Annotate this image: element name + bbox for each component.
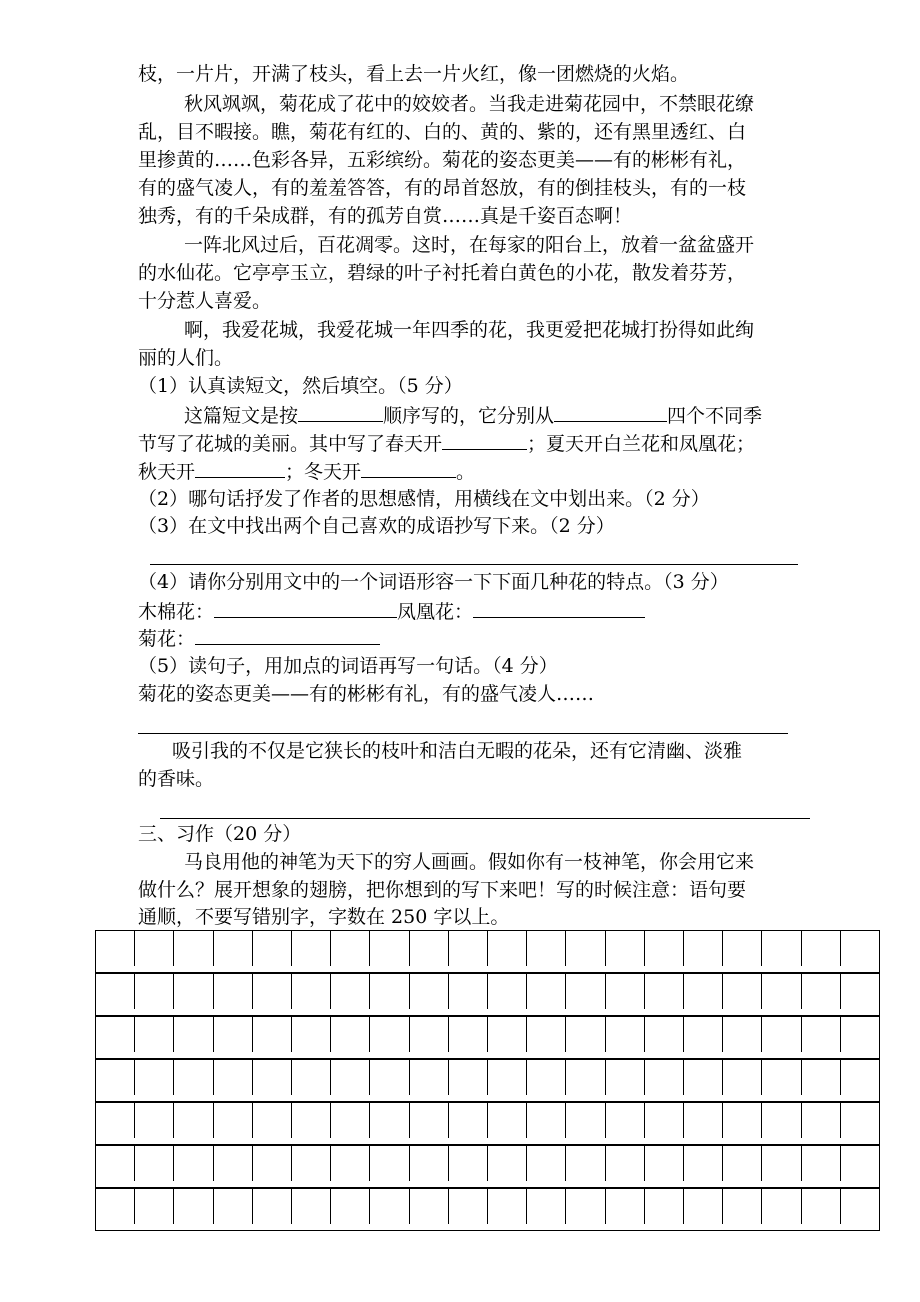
grid-cell[interactable] xyxy=(253,1188,292,1224)
grid-cell[interactable] xyxy=(488,973,527,1009)
grid-cell[interactable] xyxy=(841,1102,880,1138)
grid-cell[interactable] xyxy=(292,1059,331,1095)
grid-cell[interactable] xyxy=(449,930,488,966)
grid-row xyxy=(95,1016,880,1052)
grid-cell[interactable] xyxy=(410,1059,449,1095)
passage-paragraph-2-line: 里掺黄的……色彩各异，五彩缤纷。菊花的姿态更美——有的彬彬有礼， xyxy=(138,149,747,171)
grid-cell[interactable] xyxy=(802,973,841,1009)
grid-cell[interactable] xyxy=(370,1145,409,1181)
grid-cell[interactable] xyxy=(95,930,135,966)
passage-paragraph-2-line: 乱，目不暇接。瞧，菊花有红的、白的、黄的、紫的，还有黑里透红、白 xyxy=(138,121,747,143)
composition-writing-grid[interactable] xyxy=(95,930,880,1232)
passage-paragraph-2-line: 有的盛气凌人，有的羞羞答答，有的昂首怒放，有的倒挂枝头，有的一枝 xyxy=(138,177,747,199)
grid-cell[interactable] xyxy=(762,1145,801,1181)
question-1-title: （1）认真读短文，然后填空。（5 分） xyxy=(138,375,463,397)
grid-cell[interactable] xyxy=(527,1145,566,1181)
grid-cell[interactable] xyxy=(214,1016,253,1052)
grid-cell[interactable] xyxy=(684,973,723,1009)
grid-cell[interactable] xyxy=(606,1016,645,1052)
composition-prompt-line: 做什么？展开想象的翅膀，把你想到的写下来吧！写的时候注意：语句要 xyxy=(138,879,747,901)
grid-cell[interactable] xyxy=(370,1102,409,1138)
grid-cell[interactable] xyxy=(135,1145,174,1181)
grid-cell[interactable] xyxy=(292,930,331,966)
grid-cell[interactable] xyxy=(723,1102,762,1138)
q1-text: 四个不同季 xyxy=(667,405,763,427)
grid-cell[interactable] xyxy=(174,1102,213,1138)
grid-cell[interactable] xyxy=(174,930,213,966)
grid-cell[interactable] xyxy=(253,1016,292,1052)
q1-blank-seasons[interactable] xyxy=(554,401,667,422)
passage-paragraph-4-line: 啊，我爱花城，我爱花城一年四季的花，我更爱把花城打扮得如此绚 xyxy=(184,319,755,341)
passage-paragraph-3-line: 十分惹人喜爱。 xyxy=(138,290,272,312)
grid-cell[interactable] xyxy=(292,1016,331,1052)
grid-cell[interactable] xyxy=(174,1188,213,1224)
q1-blank-spring[interactable] xyxy=(442,429,527,450)
grid-cell[interactable] xyxy=(292,1145,331,1181)
grid-cell[interactable] xyxy=(606,1188,645,1224)
question-1-line-1 xyxy=(184,401,762,430)
grid-cell[interactable] xyxy=(723,1059,762,1095)
grid-cell[interactable] xyxy=(95,1188,135,1224)
passage-paragraph-4-line: 丽的人们。 xyxy=(138,347,234,369)
grid-cell[interactable] xyxy=(292,1188,331,1224)
grid-cell[interactable] xyxy=(253,1145,292,1181)
q1-text: 。 xyxy=(456,461,476,483)
grid-cell[interactable] xyxy=(762,930,801,966)
grid-row xyxy=(95,1188,880,1224)
grid-cell[interactable] xyxy=(684,1188,723,1224)
grid-cell[interactable] xyxy=(645,1016,684,1052)
grid-cell[interactable] xyxy=(410,1016,449,1052)
question-5-title: （5）读句子，用加点的词语再写一句话。（4 分） xyxy=(138,655,558,677)
grid-cell[interactable] xyxy=(174,1059,213,1095)
grid-cell[interactable] xyxy=(449,1188,488,1224)
q4-blank-kapok[interactable] xyxy=(214,597,397,618)
grid-cell[interactable] xyxy=(723,1016,762,1052)
q1-text: ；冬天开 xyxy=(285,461,362,483)
grid-cell[interactable] xyxy=(488,930,527,966)
q1-blank-winter[interactable] xyxy=(361,457,456,478)
grid-cell[interactable] xyxy=(606,1059,645,1095)
grid-cell[interactable] xyxy=(841,1059,880,1095)
grid-cell[interactable] xyxy=(410,1188,449,1224)
grid-cell[interactable] xyxy=(331,1016,370,1052)
grid-cell[interactable] xyxy=(841,1016,880,1052)
grid-cell[interactable] xyxy=(135,1188,174,1224)
grid-cell[interactable] xyxy=(802,1016,841,1052)
grid-cell[interactable] xyxy=(762,1016,801,1052)
grid-cell[interactable] xyxy=(566,1145,605,1181)
grid-cell[interactable] xyxy=(135,1059,174,1095)
grid-cell[interactable] xyxy=(253,973,292,1009)
passage-paragraph-2-line: 独秀，有的千朵成群，有的孤芳自赏……真是千姿百态啊！ xyxy=(138,205,633,227)
grid-cell[interactable] xyxy=(527,1016,566,1052)
q4-label-phoenix: 凤凰花： xyxy=(397,601,474,623)
grid-cell[interactable] xyxy=(95,973,135,1009)
grid-cell[interactable] xyxy=(566,1188,605,1224)
grid-cell[interactable] xyxy=(762,1059,801,1095)
question-5-sentence-2-tail: 的香味。 xyxy=(138,768,215,790)
q5-answer-line-1[interactable] xyxy=(138,733,788,734)
grid-cell[interactable] xyxy=(331,1188,370,1224)
q1-text: 秋天开 xyxy=(138,461,196,483)
q1-blank-order[interactable] xyxy=(298,401,383,422)
grid-cell[interactable] xyxy=(527,1102,566,1138)
question-4-line-2 xyxy=(138,624,380,653)
question-5-sentence-1: 菊花的姿态更美——有的彬彬有礼，有的盛气凌人…… xyxy=(138,683,595,705)
grid-cell[interactable] xyxy=(331,930,370,966)
grid-cell[interactable] xyxy=(684,930,723,966)
composition-prompt-line: 通顺，不要写错别字，字数在 250 字以上。 xyxy=(138,906,510,928)
grid-cell[interactable] xyxy=(762,1188,801,1224)
grid-cell[interactable] xyxy=(370,930,409,966)
composition-heading: 三、习作（20 分） xyxy=(138,823,302,845)
grid-cell[interactable] xyxy=(566,973,605,1009)
grid-cell[interactable] xyxy=(174,1016,213,1052)
grid-cell[interactable] xyxy=(566,1016,605,1052)
grid-cell[interactable] xyxy=(95,1059,135,1095)
grid-cell[interactable] xyxy=(449,1145,488,1181)
grid-cell[interactable] xyxy=(370,1059,409,1095)
question-3: （3）在文中找出两个自己喜欢的成语抄写下来。（2 分） xyxy=(138,515,615,537)
grid-row xyxy=(95,1059,880,1095)
composition-prompt-line: 马良用他的神笔为天下的穷人画画。假如你有一枝神笔，你会用它来 xyxy=(184,851,755,873)
grid-cell[interactable] xyxy=(802,1188,841,1224)
grid-cell[interactable] xyxy=(449,1059,488,1095)
grid-cell[interactable] xyxy=(684,1059,723,1095)
grid-cell[interactable] xyxy=(292,973,331,1009)
grid-cell[interactable] xyxy=(449,973,488,1009)
passage-paragraph-3-line: 一阵北风过后，百花凋零。这时，在每家的阳台上，放着一盆盆盛开 xyxy=(184,234,755,256)
q1-text: 顺序写的，它分别从 xyxy=(383,405,555,427)
grid-cell[interactable] xyxy=(95,1145,135,1181)
grid-cell[interactable] xyxy=(762,973,801,1009)
grid-cell[interactable] xyxy=(723,1188,762,1224)
grid-cell[interactable] xyxy=(370,1016,409,1052)
grid-cell[interactable] xyxy=(802,930,841,966)
grid-cell[interactable] xyxy=(331,973,370,1009)
grid-cell[interactable] xyxy=(645,1059,684,1095)
grid-cell[interactable] xyxy=(488,1145,527,1181)
grid-cell[interactable] xyxy=(684,1102,723,1138)
grid-cell[interactable] xyxy=(645,930,684,966)
question-4-line-1 xyxy=(138,597,645,626)
grid-cell[interactable] xyxy=(841,973,880,1009)
grid-cell[interactable] xyxy=(488,1188,527,1224)
grid-cell[interactable] xyxy=(566,1102,605,1138)
grid-cell[interactable] xyxy=(370,1188,409,1224)
q3-answer-line[interactable] xyxy=(150,564,798,565)
grid-cell[interactable] xyxy=(762,1102,801,1138)
passage-paragraph-2-line: 秋风飒飒，菊花成了花中的姣姣者。当我走进菊花园中，不禁眼花缭 xyxy=(184,93,755,115)
grid-cell[interactable] xyxy=(214,1145,253,1181)
grid-cell[interactable] xyxy=(253,1102,292,1138)
grid-cell[interactable] xyxy=(449,1102,488,1138)
grid-cell[interactable] xyxy=(370,973,409,1009)
grid-cell[interactable] xyxy=(802,1059,841,1095)
grid-cell[interactable] xyxy=(723,973,762,1009)
q4-label-kapok: 木棉花： xyxy=(138,601,215,623)
passage-paragraph-1-tail: 枝，一片片，开满了枝头，看上去一片火红，像一团燃烧的火焰。 xyxy=(138,63,690,85)
grid-row xyxy=(95,973,880,1009)
grid-cell[interactable] xyxy=(95,1102,135,1138)
grid-cell[interactable] xyxy=(527,973,566,1009)
grid-row xyxy=(95,930,880,966)
grid-cell[interactable] xyxy=(135,1102,174,1138)
grid-cell[interactable] xyxy=(410,973,449,1009)
grid-cell[interactable] xyxy=(174,973,213,1009)
grid-cell[interactable] xyxy=(566,1059,605,1095)
grid-cell[interactable] xyxy=(841,930,880,966)
grid-cell[interactable] xyxy=(841,1145,880,1181)
grid-cell[interactable] xyxy=(566,930,605,966)
grid-cell[interactable] xyxy=(331,1102,370,1138)
q4-blank-phoenix[interactable] xyxy=(473,597,645,618)
grid-cell[interactable] xyxy=(527,1188,566,1224)
grid-cell[interactable] xyxy=(214,973,253,1009)
grid-cell[interactable] xyxy=(802,1145,841,1181)
grid-cell[interactable] xyxy=(527,1059,566,1095)
grid-cell[interactable] xyxy=(331,1145,370,1181)
grid-cell[interactable] xyxy=(723,930,762,966)
q5-answer-line-2[interactable] xyxy=(160,818,810,819)
grid-cell[interactable] xyxy=(606,930,645,966)
grid-cell[interactable] xyxy=(488,1016,527,1052)
grid-cell[interactable] xyxy=(214,930,253,966)
grid-cell[interactable] xyxy=(645,1145,684,1181)
grid-cell[interactable] xyxy=(723,1145,762,1181)
passage-paragraph-3-line: 的水仙花。它亭亭玉立，碧绿的叶子衬托着白黄色的小花，散发着芬芳， xyxy=(138,262,747,284)
grid-cell[interactable] xyxy=(135,1016,174,1052)
grid-cell[interactable] xyxy=(606,973,645,1009)
question-2: （2）哪句话抒发了作者的思想感情，用横线在文中划出来。（2 分） xyxy=(138,488,710,510)
grid-cell[interactable] xyxy=(645,973,684,1009)
grid-cell[interactable] xyxy=(645,1188,684,1224)
grid-cell[interactable] xyxy=(253,1059,292,1095)
question-1-line-2 xyxy=(138,429,755,458)
grid-cell[interactable] xyxy=(214,1102,253,1138)
grid-cell[interactable] xyxy=(95,1016,135,1052)
grid-cell[interactable] xyxy=(684,1145,723,1181)
grid-row xyxy=(95,1102,880,1138)
q1-text: 节写了花城的美丽。其中写了春天开 xyxy=(138,433,443,455)
grid-cell[interactable] xyxy=(253,930,292,966)
grid-cell[interactable] xyxy=(488,1059,527,1095)
grid-row xyxy=(95,1145,880,1181)
grid-cell[interactable] xyxy=(606,1145,645,1181)
grid-cell[interactable] xyxy=(606,1102,645,1138)
grid-cell[interactable] xyxy=(410,1145,449,1181)
grid-cell[interactable] xyxy=(449,1016,488,1052)
grid-cell[interactable] xyxy=(292,1102,331,1138)
grid-cell[interactable] xyxy=(410,930,449,966)
grid-cell[interactable] xyxy=(527,930,566,966)
grid-cell[interactable] xyxy=(135,973,174,1009)
q1-blank-autumn[interactable] xyxy=(195,457,285,478)
q4-label-chrysanthemum: 菊花： xyxy=(138,628,196,650)
grid-cell[interactable] xyxy=(331,1059,370,1095)
grid-cell[interactable] xyxy=(214,1059,253,1095)
grid-cell[interactable] xyxy=(684,1016,723,1052)
grid-cell[interactable] xyxy=(135,930,174,966)
question-1-line-3 xyxy=(138,457,475,486)
grid-cell[interactable] xyxy=(410,1102,449,1138)
grid-cell[interactable] xyxy=(214,1188,253,1224)
grid-cell[interactable] xyxy=(645,1102,684,1138)
grid-cell[interactable] xyxy=(174,1145,213,1181)
grid-cell[interactable] xyxy=(488,1102,527,1138)
question-5-sentence-2: 吸引我的不仅是它狭长的枝叶和洁白无暇的花朵，还有它清幽、淡雅 xyxy=(172,740,743,762)
q1-text: ；夏天开白兰花和凤凰花； xyxy=(527,433,756,455)
grid-cell[interactable] xyxy=(841,1188,880,1224)
question-4-title: （4）请你分别用文中的一个词语形容一下下面几种花的特点。（3 分） xyxy=(138,571,729,593)
q4-blank-chrysanthemum[interactable] xyxy=(195,624,380,645)
q1-text: 这篇短文是按 xyxy=(184,405,299,427)
grid-cell[interactable] xyxy=(802,1102,841,1138)
